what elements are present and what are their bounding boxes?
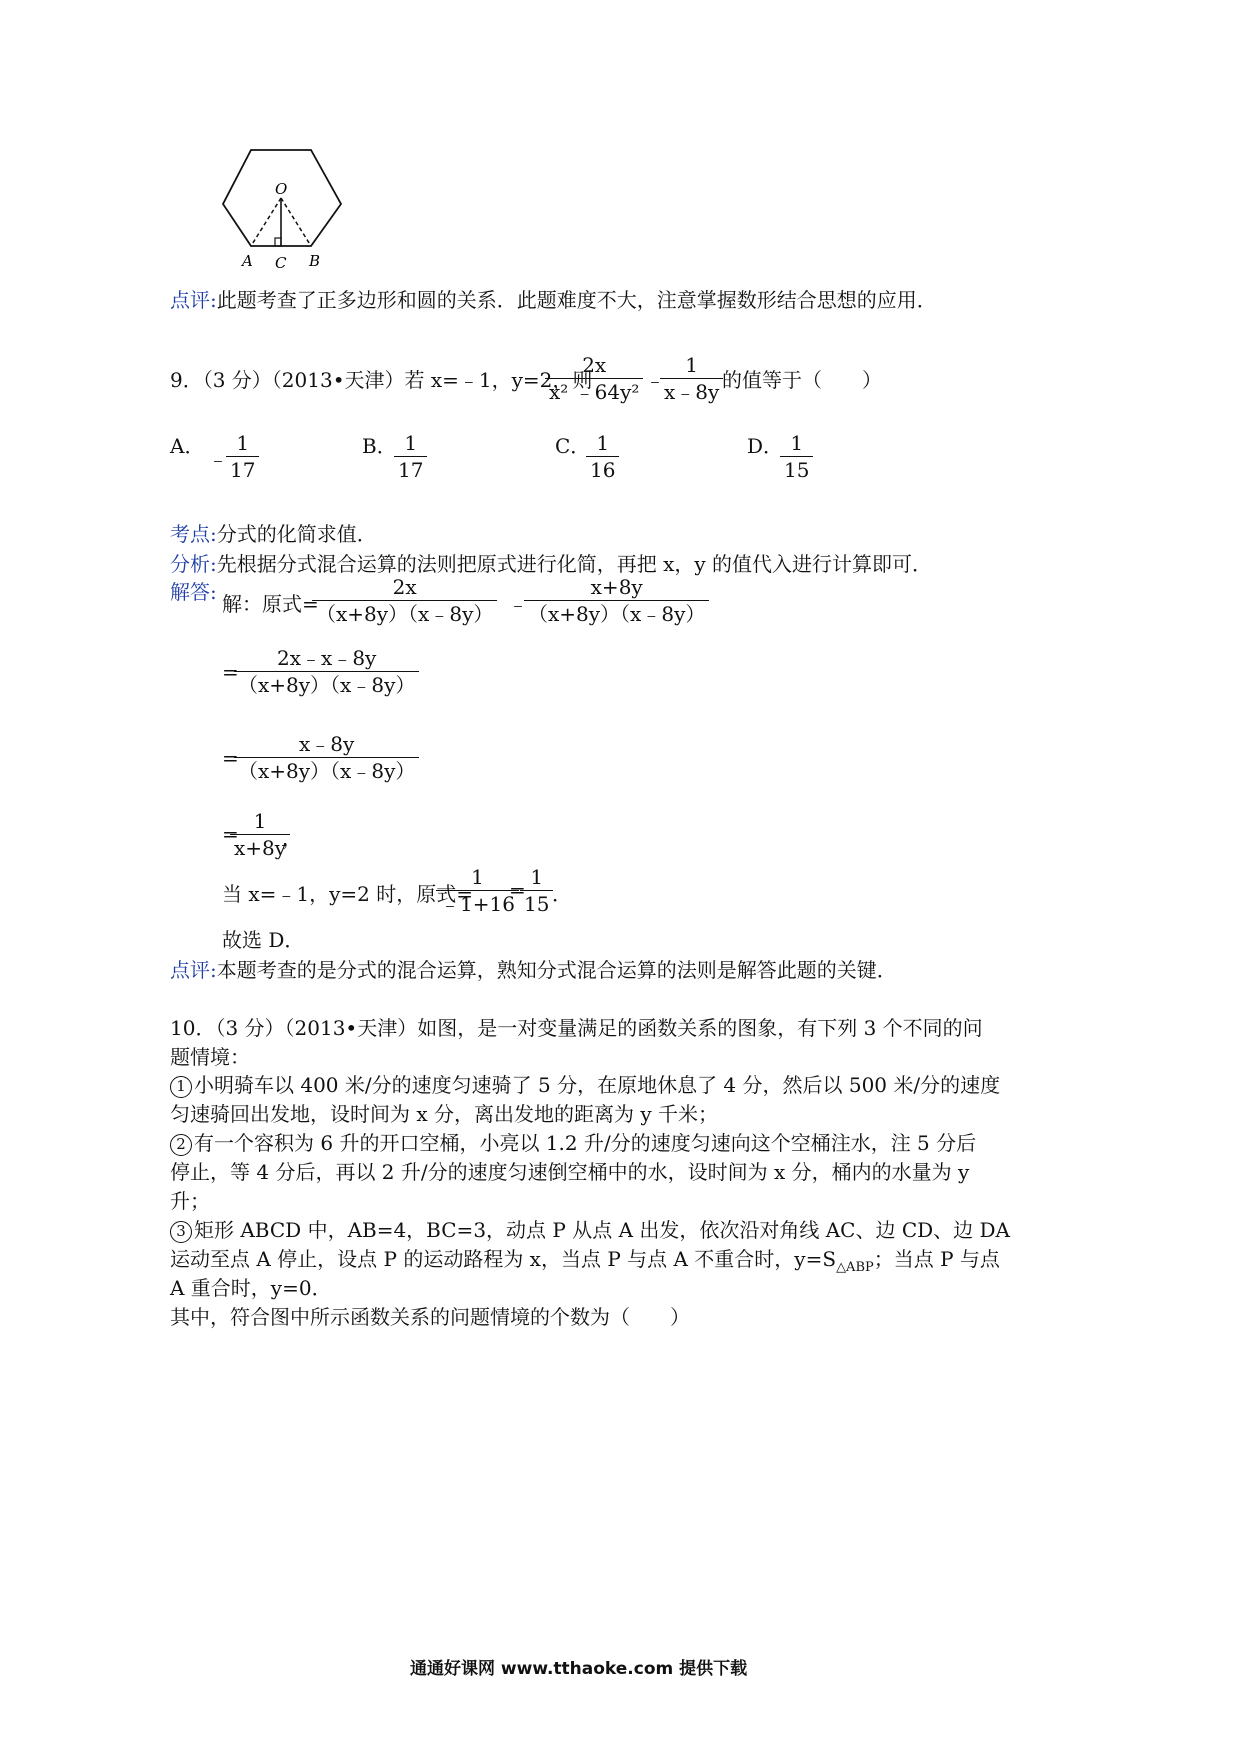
q9-option-a-sign: ﹣ [208, 447, 228, 471]
q9-option-c-fraction [586, 430, 619, 483]
label-b: B [309, 252, 321, 270]
q9-option-d-denominator: 15 [780, 456, 813, 483]
q8-review [170, 284, 937, 313]
q9-option-a-denominator: 17 [226, 456, 259, 483]
hexagon-outline [223, 150, 341, 246]
sol-l5-fraction-1 [436, 864, 519, 917]
q9-option-d-label: D． [747, 434, 784, 458]
q9-review [170, 954, 897, 983]
q9-option-c-label: C． [555, 434, 591, 458]
q9-jieda-tag: 解答: [170, 580, 217, 604]
q10-line-5 [170, 1127, 976, 1156]
q10-line-9-text-b: ；当点 P 与点 [873, 1247, 1000, 1271]
q10-line-4: 匀速骑回出发地，设时间为 x 分，离出发地的距离为 y 千米； [170, 1102, 719, 1126]
q10-line-8 [170, 1214, 1010, 1243]
sol-l1-minus: ﹣ [508, 592, 528, 616]
q10-line-10: A 重合时，y=0． [170, 1276, 332, 1300]
q10-line-3 [170, 1069, 1000, 1098]
sol-l2-numerator: 2x﹣x﹣8y [277, 646, 377, 670]
sol-l1-fraction-1 [312, 574, 497, 627]
hexagon-figure [218, 140, 348, 272]
sol-l5-f2-numerator: 1 [530, 865, 544, 889]
oa-dashed-line [251, 198, 281, 246]
q10-line-8-text: 矩形 ABCD 中，AB=4，BC=3，动点 P 从点 A 出发，依次沿对角线 AC、边 CD、边 DA [194, 1218, 1011, 1242]
q9-stem-prefix: 9．（3 分）（2013•天津）若 x=﹣1，y=2，则 [170, 368, 593, 392]
q9-stem-suffix: 的值等于（ ） [722, 368, 882, 392]
label-o: O [275, 180, 288, 198]
sol-l3-fraction [234, 731, 419, 784]
q9-f1-denominator: x² ﹣64y² [545, 378, 643, 405]
sol-l1-f2-numerator: x+8y [590, 575, 643, 599]
sol-l5-suffix: ． [552, 882, 572, 906]
q10-line-9-text-a: 运动至点 A 停止，设点 P 的运动路程为 x，当点 P 与点 A 不重合时，y=S [170, 1247, 837, 1271]
label-a: A [242, 252, 253, 270]
q10-line-9 [170, 1243, 1000, 1275]
sol-l4-denominator: x+8y [230, 834, 290, 861]
sol-l1-f1-numerator: 2x [392, 575, 417, 599]
q10-line-1: 10．（3 分）（2013•天津）如图，是一对变量满足的函数关系的图象，有下列 3 个不同的问 [170, 1016, 983, 1040]
q9-minus: ﹣ [645, 368, 665, 392]
sol-l4-numerator: 1 [253, 809, 267, 833]
sol-l2-eq: = [222, 660, 239, 684]
sol-l1-f2-denominator: （x+8y）（x﹣8y） [524, 600, 709, 627]
label-c: C [275, 254, 287, 272]
q9-review-text: 本题考查的是分式的混合运算，熟知分式混合运算的法则是解答此题的关键． [216, 958, 897, 982]
sol-l5-eq: = [509, 878, 526, 902]
q8-review-tag: 点评: [170, 288, 217, 312]
sol-l3-eq: = [222, 746, 239, 770]
q9-f1-numerator: 2x [582, 353, 607, 377]
sol-l1-fraction-2 [524, 574, 709, 627]
q9-fraction-1 [545, 352, 643, 405]
q9-option-b-denominator: 17 [394, 456, 427, 483]
q9-option-a-numerator: 1 [236, 431, 250, 455]
q9-fenxi-tag: 分析: [170, 552, 217, 576]
q9-kaodian [170, 518, 377, 547]
q9-fraction-2 [660, 352, 723, 405]
circled-number-3: 3 [170, 1221, 192, 1243]
q10-line-5-text: 有一个容积为 6 升的开口空桶，小亮以 1.2 升/分的速度匀速向这个空桶注水，注 5 分后 [194, 1131, 977, 1155]
sol-l5-fraction-2 [520, 864, 553, 917]
sol-l5-f2-denominator: 15 [520, 890, 553, 917]
q9-kaodian-tag: 考点: [170, 522, 217, 546]
q9-option-a-fraction [226, 430, 259, 483]
q10-line-3-text: 小明骑车以 400 米/分的速度匀速骑了 5 分，在原地休息了 4 分，然后以 500 米/分的速度 [194, 1073, 1001, 1097]
q10-line-7: 升； [170, 1189, 210, 1213]
sol-l1-prefix: 解：原式= [222, 592, 319, 616]
q9-f2-denominator: x﹣8y [660, 378, 723, 405]
sol-l4-eq: = [222, 822, 239, 846]
sol-l3-denominator: （x+8y）（x﹣8y） [234, 757, 419, 784]
q9-option-c-denominator: 16 [586, 456, 619, 483]
circled-number-2: 2 [170, 1134, 192, 1156]
q8-review-text: 此题考查了正多边形和圆的关系．此题难度不大，注意掌握数形结合思想的应用． [216, 288, 937, 312]
sol-l2-fraction [234, 645, 419, 698]
q9-kaodian-text: 分式的化简求值． [216, 522, 377, 546]
sol-l5-prefix: 当 x=﹣1，y=2 时，原式= [222, 882, 474, 906]
q10-line-2: 题情境： [170, 1045, 250, 1069]
q9-option-c-numerator: 1 [596, 431, 610, 455]
sol-l1-f1-denominator: （x+8y）（x﹣8y） [312, 600, 497, 627]
sol-choice: 故选 D． [222, 928, 305, 952]
sol-l2-denominator: （x+8y）（x﹣8y） [234, 671, 419, 698]
footer-credit: 通通好课网 www.tthaoke.com 提供下载 [410, 1659, 748, 1679]
q9-fenxi [170, 548, 932, 577]
sol-l5-f1-denominator: ﹣1+16 [436, 890, 519, 917]
q9-option-b-numerator: 1 [404, 431, 418, 455]
q10-line-9-subscript: △ABP [836, 1260, 874, 1275]
q9-review-tag: 点评: [170, 958, 217, 982]
q9-option-b-fraction [394, 430, 427, 483]
right-angle-mark [275, 238, 281, 246]
q10-line-11: 其中，符合图中所示函数关系的问题情境的个数为（ ） [170, 1305, 690, 1329]
q9-f2-numerator: 1 [685, 353, 699, 377]
q9-option-d-numerator: 1 [790, 431, 804, 455]
q9-option-d-fraction [780, 430, 813, 483]
sol-l3-numerator: x﹣8y [299, 732, 355, 756]
q9-option-a-label: A． [170, 434, 205, 458]
circled-number-1: 1 [170, 1076, 192, 1098]
q9-fenxi-text: 先根据分式混合运算的法则把原式进行化简，再把 x，y 的值代入进行计算即可． [216, 552, 933, 576]
q9-option-a [170, 430, 204, 482]
sol-l5-f1-numerator: 1 [471, 865, 484, 889]
q10-line-6: 停止，等 4 分后，再以 2 升/分的速度匀速倒空桶中的水，设时间为 x 分，桶内的水量为 y [170, 1160, 970, 1184]
q9-option-b-label: B． [362, 434, 397, 458]
sol-l4-suffix: ， [282, 826, 302, 850]
ob-dashed-line [281, 198, 311, 246]
